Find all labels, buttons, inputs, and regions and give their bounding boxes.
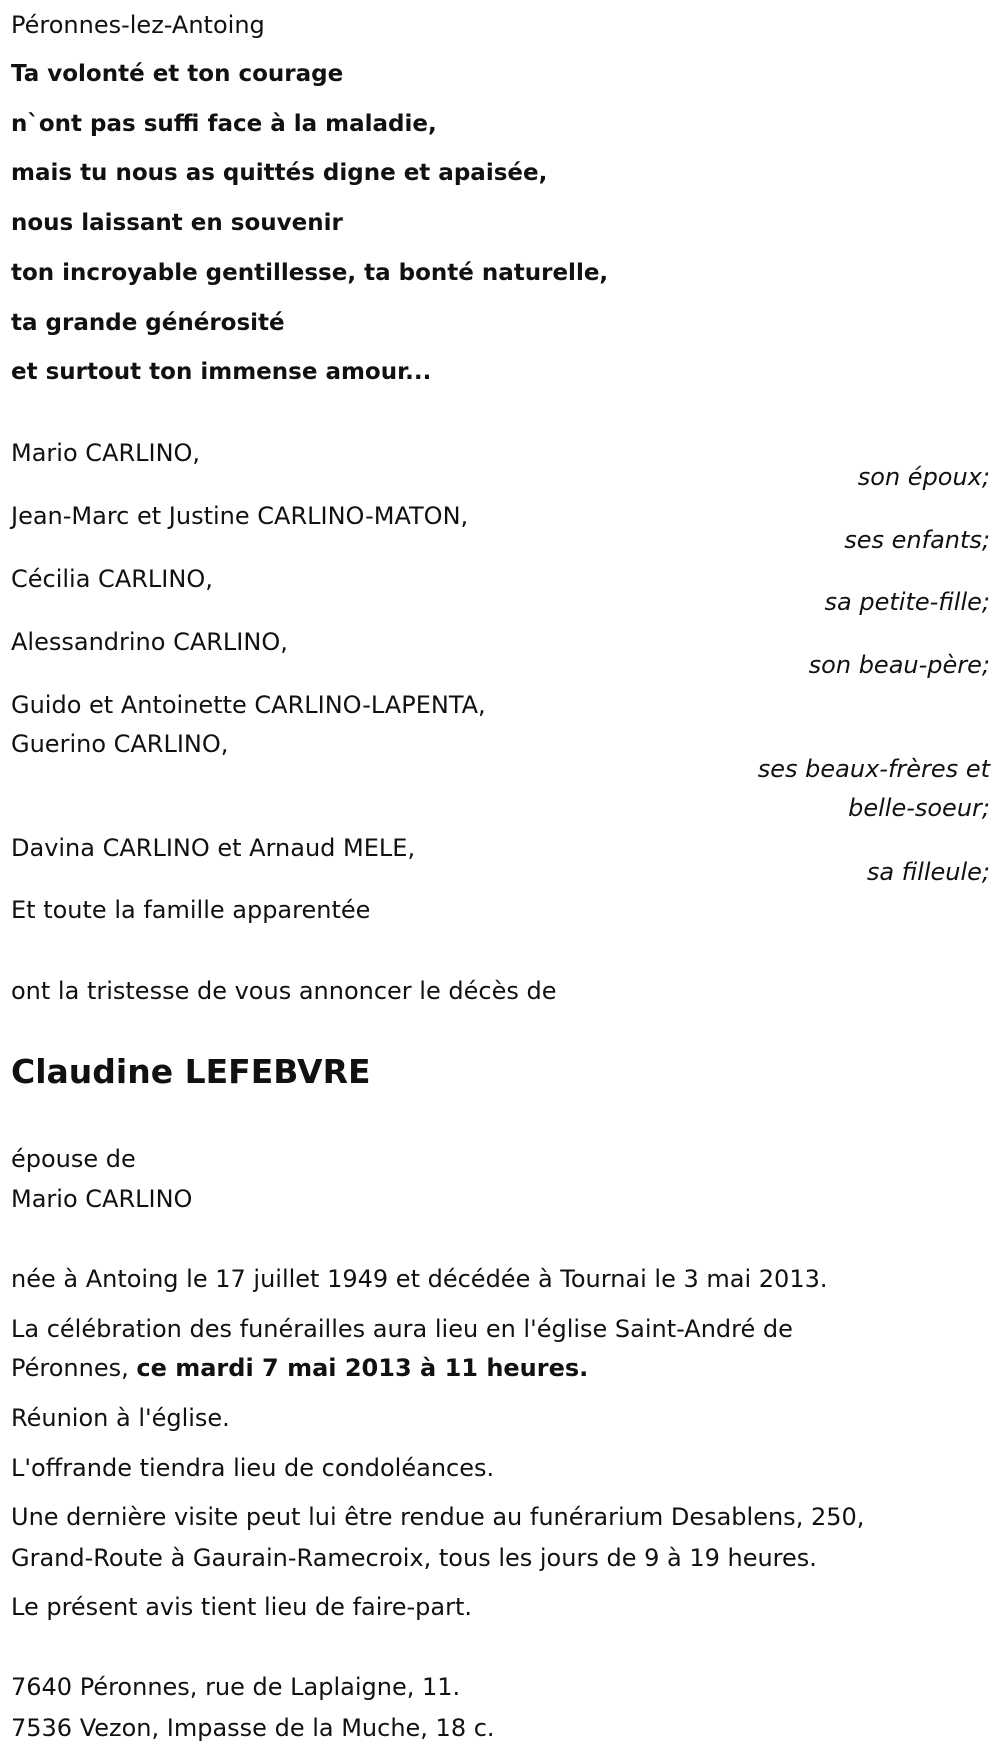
poem-line: et surtout ton immense amour... [11,359,432,385]
funeral-date: ce mardi 7 mai 2013 à 11 heures. [136,1354,589,1382]
address: 7536 Vezon, Impasse de la Muche, 18 c. [11,1714,495,1742]
poem-line: n`ont pas suffi face à la maladie, [11,111,437,137]
announcement: ont la tristesse de vous annoncer le décès de [11,977,557,1005]
family-names: Guido et Antoinette CARLINO-LAPENTA, [11,691,486,719]
family-names: Guerino CARLINO, [11,730,229,758]
address: 7640 Péronnes, rue de Laplaigne, 11. [11,1673,461,1701]
spouse-label: épouse de [11,1145,136,1173]
poem-line: mais tu nous as quittés digne et apaisée, [11,160,548,186]
location: Péronnes-lez-Antoing [11,11,265,39]
family-relation: ses enfants; [844,526,990,554]
family-names: Cécilia CARLINO, [11,565,213,593]
family-relation: sa petite-fille; [824,588,990,616]
family-relation: son époux; [857,463,990,491]
family-relation: son beau-père; [808,651,990,679]
poem-line: nous laissant en souvenir [11,210,343,236]
visit-line: Une dernière visite peut lui être rendue au funérarium Desablens, 250, [11,1503,865,1531]
family-relation: ses beaux-frères et [757,755,990,783]
family-relation: belle-soeur; [848,794,990,822]
notice: Le présent avis tient lieu de faire-part. [11,1593,473,1621]
family-closing: Et toute la famille apparentée [11,896,371,924]
poem-line: Ta volonté et ton courage [11,61,344,87]
family-names: Mario CARLINO, [11,439,201,467]
poem-line: ta grande générosité [11,310,285,336]
birth-death: née à Antoing le 17 juillet 1949 et décédée à Tournai le 3 mai 2013. [11,1265,828,1293]
family-names: Alessandrino CARLINO, [11,628,288,656]
funeral-place: Péronnes, [11,1354,137,1382]
spouse-name: Mario CARLINO [11,1185,193,1213]
visit-line: Grand-Route à Gaurain-Ramecroix, tous les jours de 9 à 19 heures. [11,1544,817,1572]
offering: L'offrande tiendra lieu de condoléances. [11,1454,495,1482]
deceased-name: Claudine LEFEBVRE [11,1052,371,1091]
family-relation: sa filleule; [866,858,990,886]
family-names: Davina CARLINO et Arnaud MELE, [11,834,416,862]
poem-line: ton incroyable gentillesse, ta bonté naturelle, [11,260,609,286]
funeral-line: La célébration des funérailles aura lieu en l'église Saint-André de [11,1315,793,1343]
funeral-line [11,1353,588,1383]
meeting: Réunion à l'église. [11,1404,230,1432]
family-names: Jean-Marc et Justine CARLINO-MATON, [11,502,469,530]
